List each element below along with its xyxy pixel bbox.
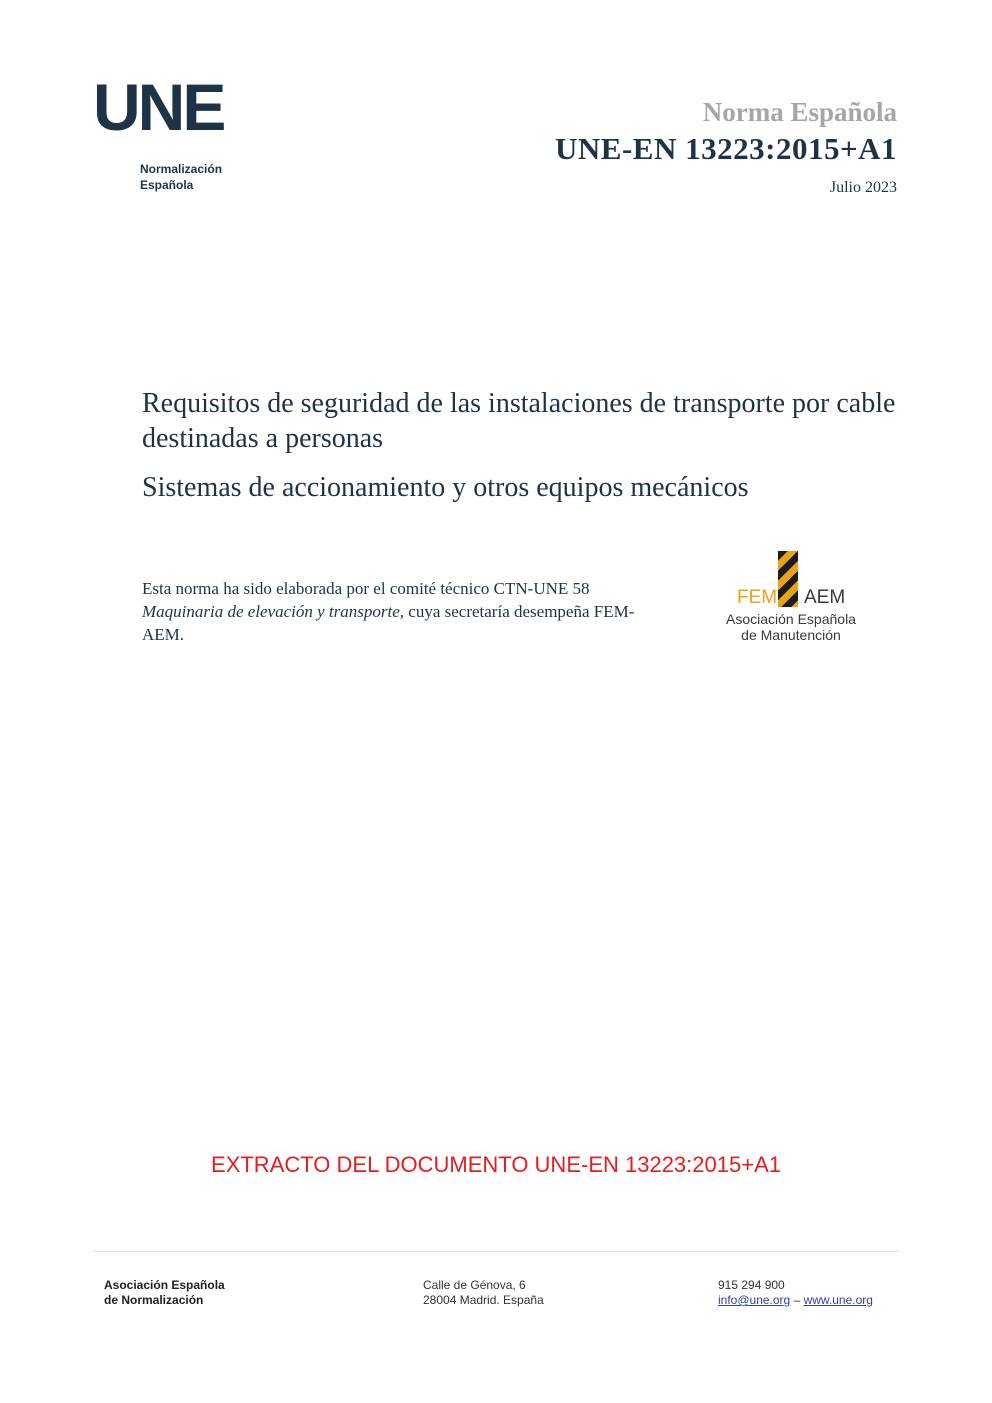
- document-subtitle: Sistemas de accionamiento y otros equipos mecánicos: [142, 472, 749, 503]
- publication-date: Julio 2023: [829, 179, 897, 196]
- footer-addr-line2: 28004 Madrid. España: [423, 1293, 544, 1307]
- fem-logo-desc-line1: Asociación Española: [726, 611, 856, 627]
- extract-notice: EXTRACTO DEL DOCUMENTO UNE-EN 13223:2015+A1: [211, 1152, 781, 1177]
- footer-addr-line1: Calle de Génova, 6: [423, 1278, 526, 1292]
- footer-org-line2: de Normalización: [104, 1293, 204, 1307]
- standard-header: [555, 95, 897, 203]
- fem-logo-right-text: AEM: [804, 587, 846, 608]
- footer-email-link[interactable]: info@une.org: [718, 1293, 791, 1307]
- footer-website-link[interactable]: www.une.org: [803, 1293, 873, 1307]
- document-title-block: [142, 386, 902, 505]
- norma-code: UNE-EN 13223:2015+A1: [555, 131, 897, 166]
- footer-contact: [718, 1278, 873, 1308]
- footer-phone: 915 294 900: [718, 1278, 785, 1292]
- footer-link-separator: –: [790, 1293, 804, 1307]
- footer-org-line1: Asociación Española: [104, 1278, 225, 1292]
- footer-organization: [104, 1278, 225, 1308]
- fem-logo-desc-line2: de Manutención: [741, 627, 841, 643]
- une-logo-mark: UNE: [93, 70, 224, 144]
- fem-logo-left-text: FEM: [737, 587, 778, 608]
- une-logo-subtitle-line1: Normalización: [140, 162, 223, 176]
- committee-text-after: , cuya secretaría desempeña FEM-AEM.: [142, 602, 635, 644]
- committee-statement: [142, 577, 642, 646]
- fem-aem-stripes-icon: [778, 551, 798, 607]
- committee-name: Maquinaria de elevación y transporte: [142, 602, 400, 621]
- footer-links: [718, 1293, 873, 1308]
- norma-label: Norma Española: [702, 97, 897, 127]
- committee-text-before: Esta norma ha sido elaborada por el comité técnico CTN-UNE 58: [142, 579, 590, 598]
- fem-aem-logo: [718, 551, 864, 647]
- une-logo-subtitle: [140, 161, 222, 193]
- document-title: Requisitos de seguridad de las instalaciones de transporte por cable destinadas a personas: [142, 388, 896, 454]
- une-logo: [93, 70, 253, 198]
- footer-divider: [93, 1251, 899, 1252]
- fem-logo-description: [718, 611, 864, 643]
- footer-address: [423, 1278, 544, 1308]
- une-logo-subtitle-line2: Española: [140, 178, 194, 192]
